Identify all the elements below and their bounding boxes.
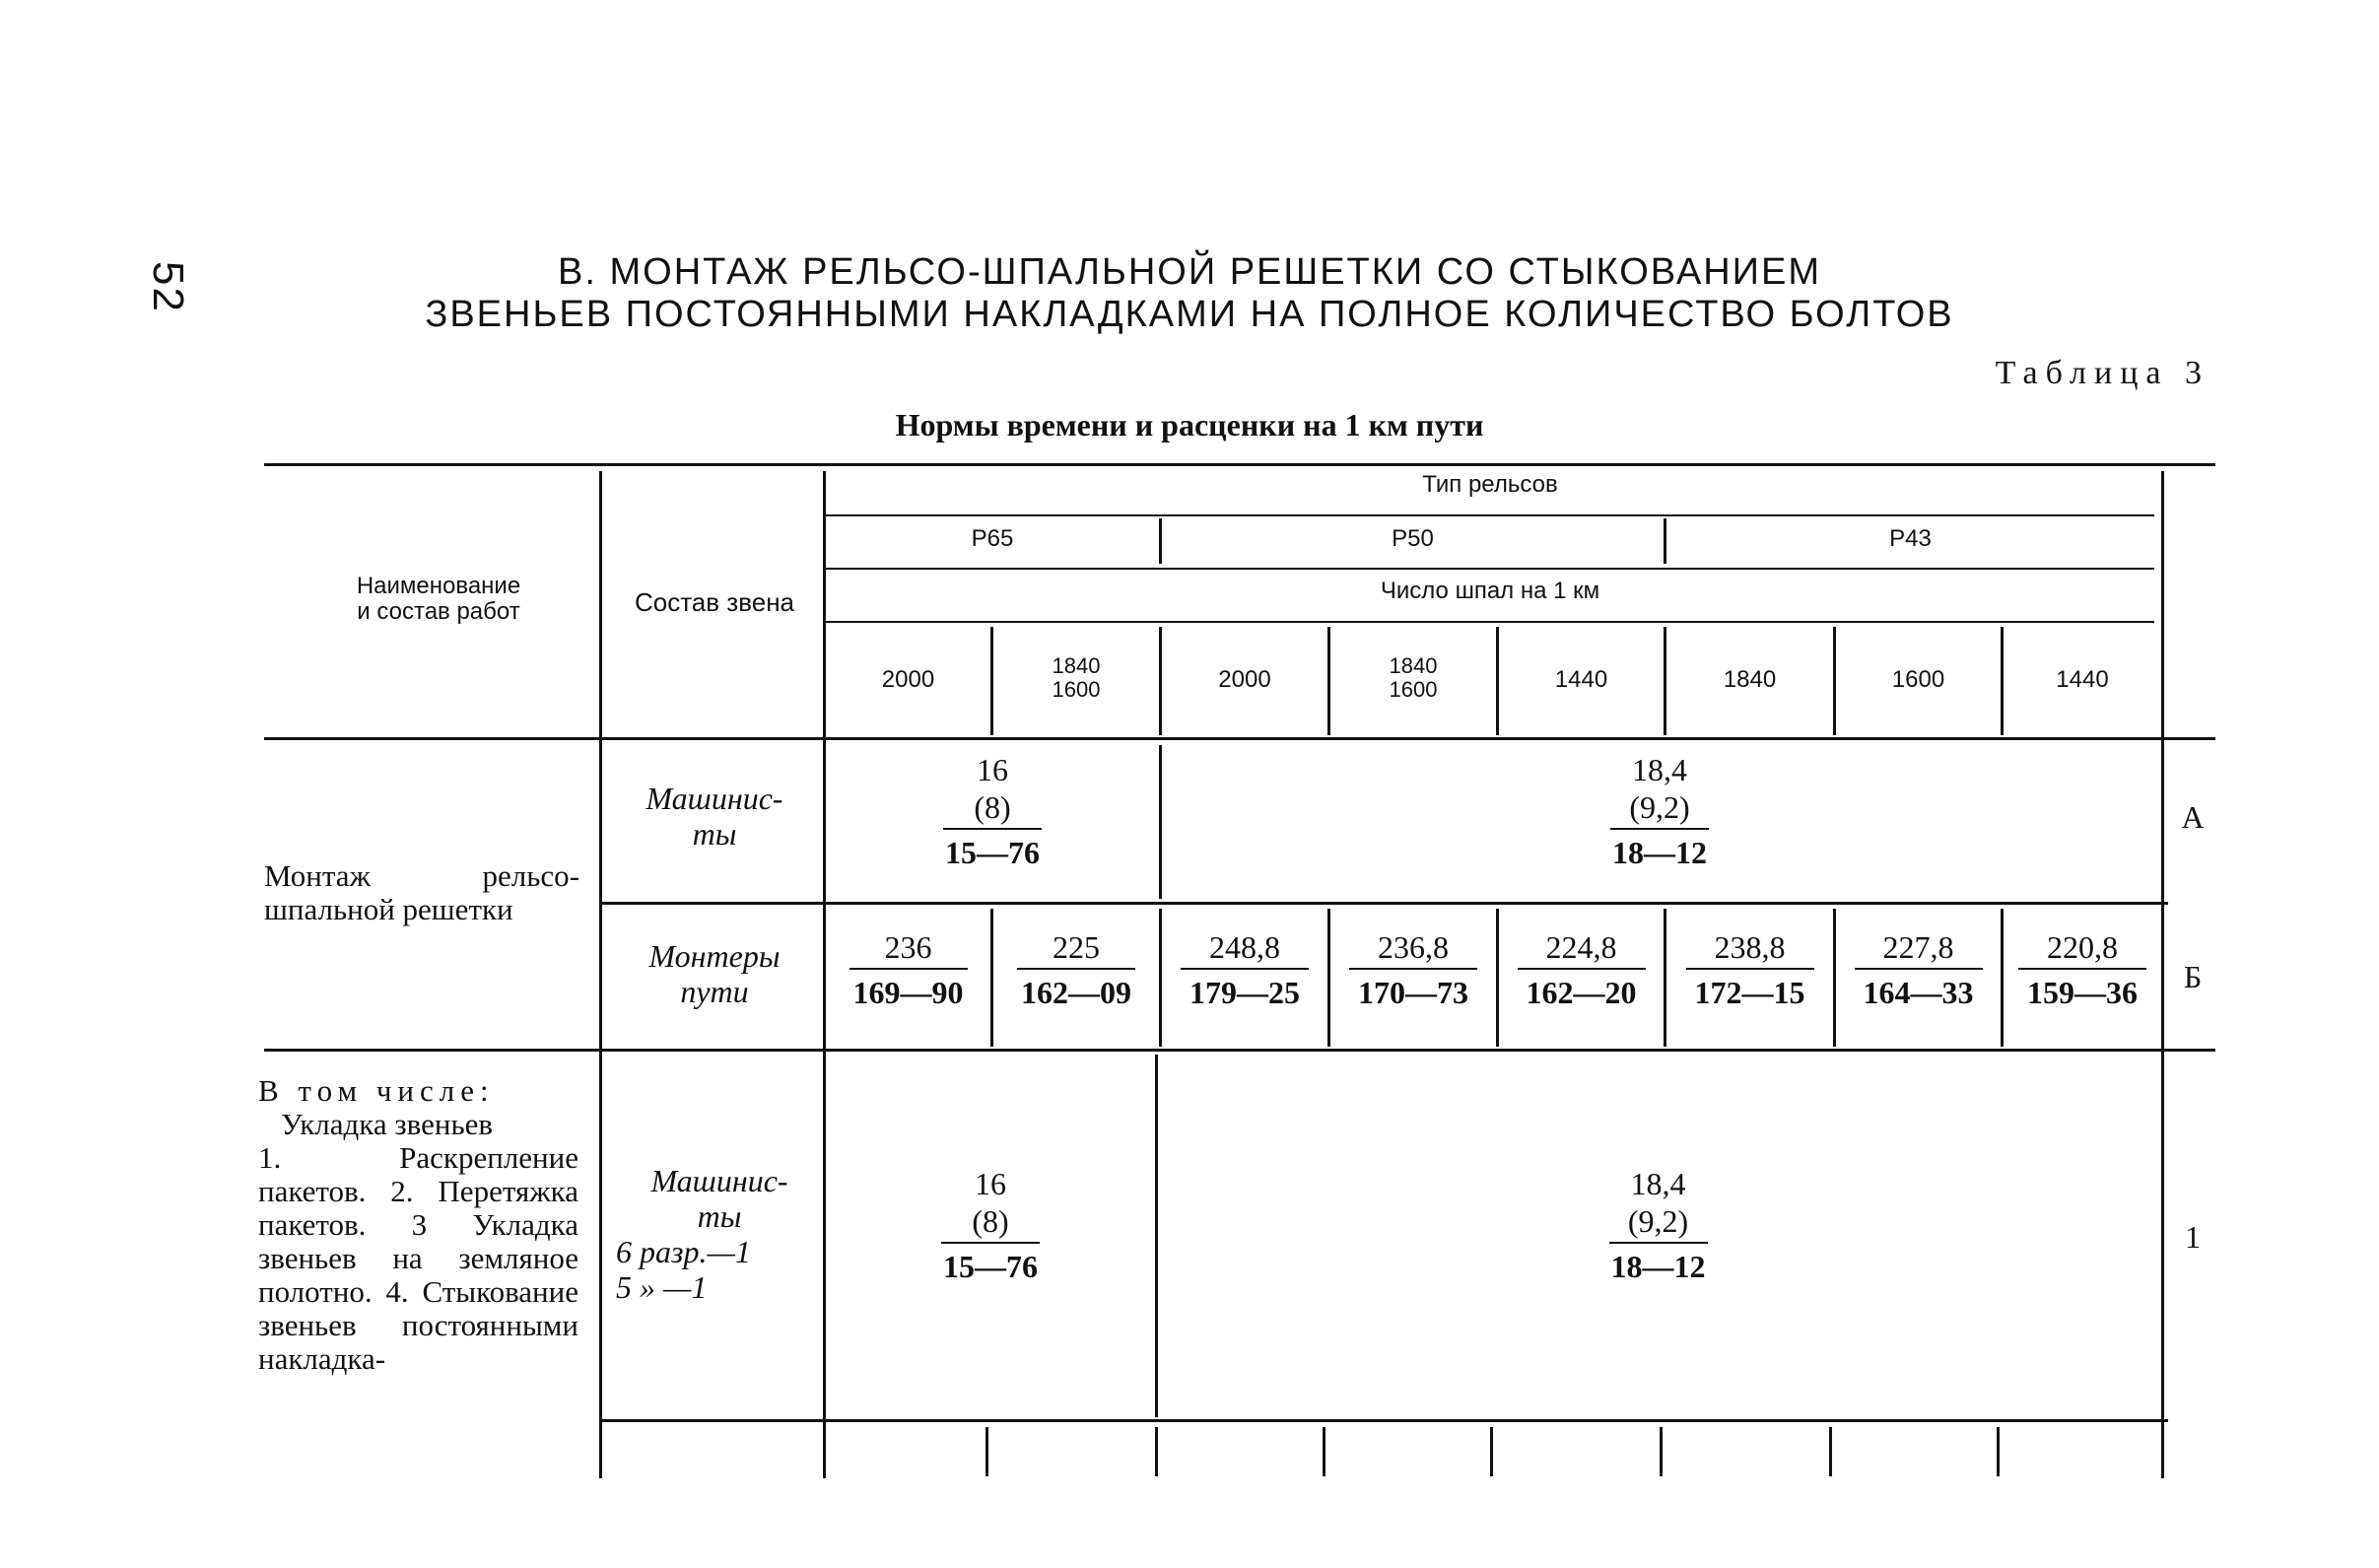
row-a-rest-value xyxy=(1162,751,2157,871)
work-name-assembly: Монтаж рельсо-шпальной решетки xyxy=(264,858,579,926)
header-sleepers-4: 1840 1600 xyxy=(1389,653,1438,702)
row-a-p65-norm: 16 xyxy=(977,752,1008,787)
header-sleepers-3: 2000 xyxy=(1218,666,1271,693)
row-b-value-5 xyxy=(1499,928,1664,1011)
row-b-value-2 xyxy=(993,928,1159,1011)
row-1-p65-rate: 15—76 xyxy=(943,1249,1038,1284)
subsection-title: Укладка звеньев xyxy=(281,1107,493,1141)
header-rail-type: Тип рельсов xyxy=(1422,471,1558,498)
row-b-norm: 236 xyxy=(884,929,932,965)
crew-machinists: Машинис- ты xyxy=(646,781,783,852)
row-b-value-3 xyxy=(1162,928,1327,1011)
row-b-letter: Б xyxy=(2183,959,2203,994)
header-sleepers-8: 1440 xyxy=(2056,666,2109,693)
row-1-rest-rate: 18—12 xyxy=(1610,1249,1706,1284)
crew-grade-6: 6 разр.—1 xyxy=(616,1234,751,1269)
crew-grade-5: 5 » —1 xyxy=(616,1269,708,1305)
row-b-norm: 238,8 xyxy=(1714,929,1786,965)
row-a-p65-value xyxy=(826,751,1159,871)
header-sleepers-7: 1600 xyxy=(1891,666,1945,693)
row-1-p65-value xyxy=(826,1165,1155,1285)
crew-track-fitters: Монтеры пути xyxy=(648,938,781,1009)
row-a-rest-norm: 18,4 xyxy=(1632,752,1687,787)
header-rail-p50: Р50 xyxy=(1392,525,1434,552)
row-b-value-8 xyxy=(2004,928,2161,1011)
row-1-rest-grade: (9,2) xyxy=(1627,1203,1689,1239)
row-a-rest-grade: (9,2) xyxy=(1629,789,1690,825)
row-a-p65-grade: (8) xyxy=(974,789,1011,825)
section-title-line-1: В. МОНТАЖ РЕЛЬСО-ШПАЛЬНОЙ РЕШЕТКИ СО СТЫКОВАНИЕМ xyxy=(558,251,1821,293)
row-b-rate: 179—25 xyxy=(1190,975,1300,1010)
row-b-rate: 162—09 xyxy=(1021,975,1131,1010)
row-b-norm: 225 xyxy=(1053,929,1100,965)
row-b-norm: 236,8 xyxy=(1378,929,1449,965)
subsection-heading: В том числе: xyxy=(258,1073,495,1108)
row-b-rate: 159—36 xyxy=(2027,975,2138,1010)
header-sleepers-2: 1840 1600 xyxy=(1052,653,1101,702)
crew-title-line-1: Машинис- xyxy=(650,1163,788,1198)
crew-title-line-2: ты xyxy=(697,1198,742,1234)
header-sleepers-per-km: Число шпал на 1 км xyxy=(1380,578,1600,604)
row-a-letter: А xyxy=(2181,799,2205,835)
crew-machinists-grades xyxy=(616,1163,823,1305)
header-rail-p43: Р43 xyxy=(1889,525,1932,552)
row-b-value-6 xyxy=(1666,928,1833,1011)
table-subtitle: Нормы времени и расценки на 1 км пути xyxy=(895,407,1484,443)
row-a-p65-rate: 15—76 xyxy=(945,835,1040,870)
row-b-value-1 xyxy=(826,928,990,1011)
page-number: 52 xyxy=(144,261,192,313)
row-b-norm: 248,8 xyxy=(1209,929,1280,965)
row-1-number: 1 xyxy=(2185,1219,2201,1255)
row-b-rate: 172—15 xyxy=(1694,975,1805,1010)
row-1-p65-norm: 16 xyxy=(975,1166,1006,1201)
row-b-norm: 224,8 xyxy=(1545,929,1617,965)
row-b-rate: 164—33 xyxy=(1863,975,1974,1010)
row-b-value-4 xyxy=(1330,928,1496,1011)
row-1-rest-norm: 18,4 xyxy=(1630,1166,1686,1201)
header-sleepers-5: 1440 xyxy=(1554,666,1608,693)
header-sleepers-6: 1840 xyxy=(1723,666,1777,693)
row-b-norm: 227,8 xyxy=(1882,929,1954,965)
header-sleepers-1: 2000 xyxy=(881,666,935,693)
subsection-description: 1. Раскрепление пакетов. 2. Перетяжка пакетов. 3 Укладка звеньев на земляное полотно. 4. Стыкование звеньев постоянными накладка- xyxy=(258,1140,578,1376)
row-b-value-7 xyxy=(1836,928,2001,1011)
section-title-line-2: ЗВЕНЬЕВ ПОСТОЯННЫМИ НАКЛАДКАМИ НА ПОЛНОЕ КОЛИЧЕСТВО БОЛТОВ xyxy=(425,294,1954,335)
header-work-name: Наименование и состав работ xyxy=(356,573,521,625)
row-a-rest-rate: 18—12 xyxy=(1612,835,1707,870)
row-b-rate: 169—90 xyxy=(852,975,964,1010)
row-1-rest-value xyxy=(1158,1165,2158,1285)
row-b-norm: 220,8 xyxy=(2047,929,2118,965)
row-b-rate: 162—20 xyxy=(1526,975,1637,1010)
row-1-p65-grade: (8) xyxy=(972,1203,1009,1239)
table-label: Таблица 3 xyxy=(1995,355,2209,391)
row-b-rate: 170—73 xyxy=(1358,975,1468,1010)
header-rail-p65: Р65 xyxy=(971,525,1014,552)
header-crew: Состав звена xyxy=(634,587,795,617)
